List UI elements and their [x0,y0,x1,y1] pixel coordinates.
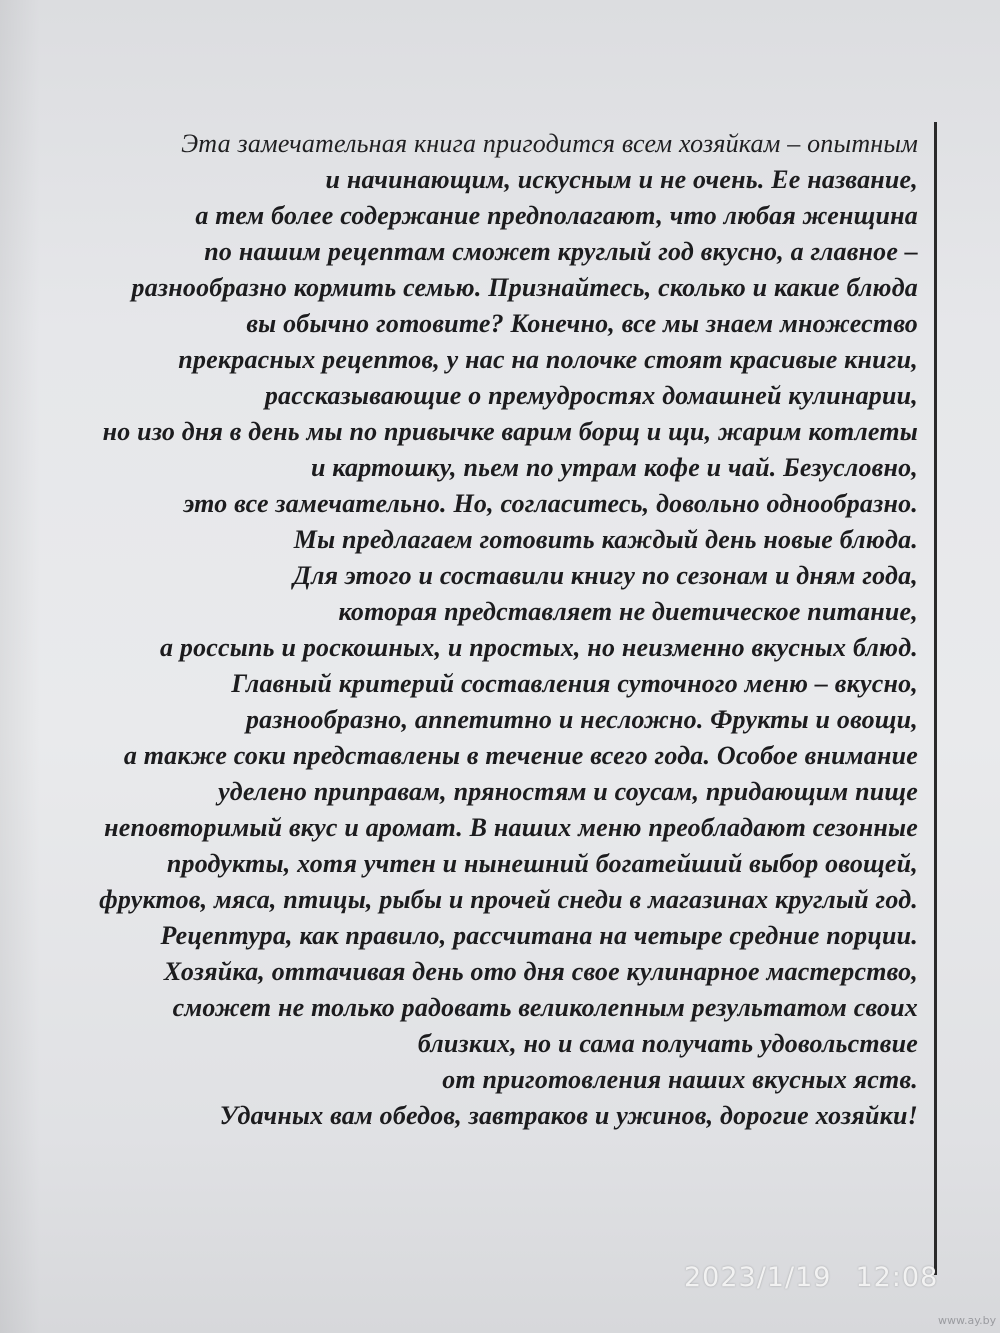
text-line: Эта замечательная книга пригодится всем хозяйкам – опытным [181,129,918,158]
text-line: разнообразно кормить семью. Признайтесь, сколько и какие блюда [131,273,918,302]
text-line: рассказывающие о премудростях домашней кулинарии, [264,381,918,410]
photo-timestamp [684,1262,938,1293]
text-line: которая представляет не диетическое питание, [338,597,918,626]
text-line: а россыпь и роскошных, и простых, но неизменно вкусных блюд. [160,633,918,662]
text-line: сможет не только радовать великолепным результатом своих [172,993,918,1022]
text-line: по нашим рецептам сможет круглый год вкусно, а главное – [204,237,918,266]
photo-date: 2023/1/19 [684,1262,832,1293]
site-watermark: www.ay.by [938,1314,997,1327]
text-line: а тем более содержание предполагают, что любая женщина [195,201,918,230]
text-line: но изо дня в день мы по привычке варим борщ и щи, жарим котлеты [102,417,918,446]
text-line: вы обычно готовите? Конечно, все мы знаем множество [246,309,918,338]
photo-time: 12:08 [855,1262,939,1293]
text-line: близких, но и сама получать удовольствие [417,1029,918,1058]
text-line: от приготовления наших вкусных яств. [442,1065,918,1094]
text-line: уделено приправам, пряностям и соусам, придающим пище [218,777,918,806]
text-line: Рецептура, как правило, рассчитана на четыре средние порции. [160,921,918,950]
text-line: Хозяйка, оттачивая день ото дня свое кулинарное мастерство, [163,957,918,986]
text-line: продукты, хотя учтен и нынешний богатейший выбор овощей, [166,849,918,878]
text-line: и начинающим, искусным и не очень. Ее название, [325,165,918,194]
text-line: Главный критерий составления суточного меню – вкусно, [231,669,918,698]
text-line: а также соки представлены в течение всего года. Особое внимание [123,741,918,770]
vertical-rule-divider [934,122,937,1275]
text-line: разнообразно, аппетитно и несложно. Фрукты и овощи, [245,705,918,734]
text-line: и картошку, пьем по утрам кофе и чай. Безусловно, [310,453,918,482]
text-line: Для этого и составили книгу по сезонам и дням года, [293,561,918,590]
annotation-text-block [0,126,918,1134]
text-line: неповторимый вкус и аромат. В наших меню преобладают сезонные [104,813,918,842]
text-line: фруктов, мяса, птицы, рыбы и прочей снеди в магазинах круглый год. [99,885,918,914]
text-line: прекрасных рецептов, у нас на полочке стоят красивые книги, [178,345,918,374]
text-line: Удачных вам обедов, завтраков и ужинов, дорогие хозяйки! [219,1101,918,1130]
text-line: это все замечательно. Но, согласитесь, довольно однообразно. [183,489,918,518]
text-line: Мы предлагаем готовить каждый день новые блюда. [293,525,918,554]
